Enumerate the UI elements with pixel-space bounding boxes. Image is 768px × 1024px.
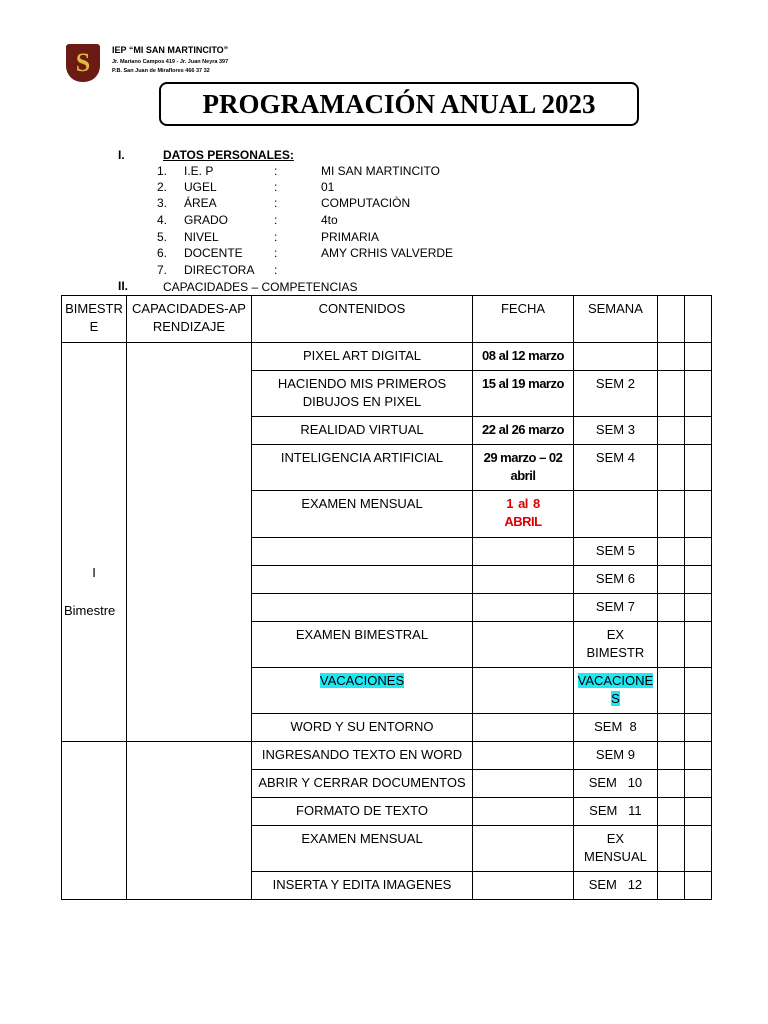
school-address-2: P.B. San Juan de Miraflores 466 37 32 <box>112 68 210 74</box>
semana-cell: EX MENSUAL <box>574 826 658 872</box>
fecha-cell <box>473 594 574 622</box>
fecha-cell <box>473 742 574 770</box>
empty-cell <box>657 742 684 770</box>
empty-cell <box>657 566 684 594</box>
capacidades-cell <box>127 343 252 742</box>
contenido-cell: INTELIGENCIA ARTIFICIAL <box>252 445 473 491</box>
semana-cell: SEM 7 <box>574 594 658 622</box>
item-number: 1. <box>157 164 168 178</box>
semana-cell: SEM 3 <box>574 417 658 445</box>
header-fecha: FECHA <box>473 296 574 343</box>
empty-cell <box>684 296 711 343</box>
page-title: PROGRAMACIÓN ANUAL 2023 <box>202 88 596 119</box>
contenido-cell <box>252 594 473 622</box>
item-number: 7. <box>157 263 168 277</box>
header-bimestre: BIMESTRE <box>62 296 127 343</box>
semana-cell: SEM 5 <box>574 538 658 566</box>
empty-cell <box>657 296 684 343</box>
empty-cell <box>684 566 711 594</box>
empty-cell <box>684 371 711 417</box>
empty-cell <box>657 770 684 798</box>
semana-cell: SEM 4 <box>574 445 658 491</box>
fecha-cell <box>473 826 574 872</box>
personal-data-row <box>0 213 768 229</box>
contenido-cell <box>252 538 473 566</box>
fecha-cell <box>473 770 574 798</box>
fecha-cell: 22 al 26 marzo <box>473 417 574 445</box>
contenido-cell <box>252 668 473 714</box>
empty-cell <box>657 371 684 417</box>
semana-cell: SEM 9 <box>574 742 658 770</box>
item-value: 4to <box>321 213 338 227</box>
item-number: 2. <box>157 180 168 194</box>
semana-cell: SEM 2 <box>574 371 658 417</box>
contenido-cell: INSERTA Y EDITA IMAGENES <box>252 872 473 900</box>
contenido-cell: PIXEL ART DIGITAL <box>252 343 473 371</box>
item-separator: : <box>274 196 278 210</box>
empty-cell <box>657 622 684 668</box>
empty-cell <box>657 668 684 714</box>
fecha-cell: 1 al 8 ABRIL <box>473 491 574 538</box>
contenido-cell <box>252 566 473 594</box>
section-1-heading: DATOS PERSONALES: <box>163 148 294 162</box>
item-label: GRADO <box>184 213 229 227</box>
fecha-cell <box>473 714 574 742</box>
empty-cell <box>657 445 684 491</box>
contenido-cell: REALIDAD VIRTUAL <box>252 417 473 445</box>
empty-cell <box>657 343 684 371</box>
empty-cell <box>684 445 711 491</box>
bimestre-1-cell <box>62 343 127 742</box>
empty-cell <box>684 826 711 872</box>
item-number: 6. <box>157 246 168 260</box>
vacaciones-highlight: VACACIONES <box>577 673 654 706</box>
item-label: NIVEL <box>184 230 219 244</box>
fecha-cell: 08 al 12 marzo <box>473 343 574 371</box>
contenido-cell: HACIENDO MIS PRIMEROS DIBUJOS EN PIXEL <box>252 371 473 417</box>
semana-cell <box>574 668 658 714</box>
table-header-row <box>62 296 712 343</box>
vacaciones-highlight: VACACIONES <box>319 673 405 688</box>
personal-data-row <box>0 246 768 262</box>
bimestre-1-label: Bimestre <box>64 603 116 618</box>
item-separator: : <box>274 180 278 194</box>
logo-letter: S <box>75 48 91 77</box>
item-separator: : <box>274 246 278 260</box>
semana-cell: EX BIMESTR <box>574 622 658 668</box>
contenido-cell: EXAMEN BIMESTRAL <box>252 622 473 668</box>
empty-cell <box>684 491 711 538</box>
empty-cell <box>684 343 711 371</box>
table-row <box>62 343 712 371</box>
contenido-cell: INGRESANDO TEXTO EN WORD <box>252 742 473 770</box>
school-name: IEP “MI SAN MARTINCITO” <box>112 45 229 55</box>
fecha-cell <box>473 538 574 566</box>
empty-cell <box>657 417 684 445</box>
fecha-cell <box>473 622 574 668</box>
semana-cell: SEM 11 <box>574 798 658 826</box>
bimestre-2-cell <box>62 742 127 900</box>
contenido-cell: WORD Y SU ENTORNO <box>252 714 473 742</box>
semana-cell <box>574 343 658 371</box>
item-separator: : <box>274 230 278 244</box>
empty-cell <box>684 417 711 445</box>
header-capacidades: CAPACIDADES-APRENDIZAJE <box>127 296 252 343</box>
empty-cell <box>684 668 711 714</box>
item-value: MI SAN MARTINCITO <box>321 164 440 178</box>
item-label: DIRECTORA <box>184 263 255 277</box>
semana-cell: SEM 6 <box>574 566 658 594</box>
empty-cell <box>684 872 711 900</box>
empty-cell <box>684 798 711 826</box>
item-label: ÁREA <box>184 196 217 210</box>
contenido-cell: EXAMEN MENSUAL <box>252 491 473 538</box>
empty-cell <box>684 714 711 742</box>
item-value: PRIMARIA <box>321 230 380 244</box>
empty-cell <box>657 538 684 566</box>
empty-cell <box>657 594 684 622</box>
section-2-heading: CAPACIDADES – COMPETENCIAS <box>163 280 358 294</box>
header-semana: SEMANA <box>574 296 658 343</box>
schedule-table <box>61 295 712 900</box>
empty-cell <box>684 742 711 770</box>
contenido-cell: ABRIR Y CERRAR DOCUMENTOS <box>252 770 473 798</box>
item-value: 01 <box>321 180 335 194</box>
table-row <box>62 742 712 770</box>
item-value: AMY CRHIS VALVERDE <box>321 246 454 260</box>
semana-cell <box>574 491 658 538</box>
item-separator: : <box>274 164 278 178</box>
item-separator: : <box>274 263 278 277</box>
empty-cell <box>684 770 711 798</box>
empty-cell <box>684 594 711 622</box>
bimestre-1-roman: I <box>92 565 96 580</box>
empty-cell <box>657 826 684 872</box>
fecha-cell: 29 marzo – 02 abril <box>473 445 574 491</box>
item-number: 4. <box>157 213 168 227</box>
item-separator: : <box>274 213 278 227</box>
section-2-numeral: II. <box>118 279 129 293</box>
contenido-cell: EXAMEN MENSUAL <box>252 826 473 872</box>
school-address-1: Jr. Mariano Campos 419 - Jr. Juan Neyra 397 <box>112 59 229 65</box>
item-number: 3. <box>157 196 168 210</box>
item-label: I.E. P <box>184 164 214 178</box>
item-label: UGEL <box>184 180 217 194</box>
header-contenidos: CONTENIDOS <box>252 296 473 343</box>
personal-data-row <box>0 196 768 212</box>
fecha-cell <box>473 798 574 826</box>
empty-cell <box>657 714 684 742</box>
personal-data-row <box>0 263 768 279</box>
empty-cell <box>684 538 711 566</box>
contenido-cell: FORMATO DE TEXTO <box>252 798 473 826</box>
semana-cell: SEM 12 <box>574 872 658 900</box>
fecha-cell <box>473 668 574 714</box>
section-1-numeral: I. <box>118 148 125 162</box>
semana-cell: SEM 10 <box>574 770 658 798</box>
item-label: DOCENTE <box>184 246 243 260</box>
empty-cell <box>657 872 684 900</box>
item-value: COMPUTACIÒN <box>321 196 411 210</box>
empty-cell <box>657 798 684 826</box>
empty-cell <box>657 491 684 538</box>
personal-data-row <box>0 164 768 180</box>
fecha-cell <box>473 872 574 900</box>
item-number: 5. <box>157 230 168 244</box>
empty-cell <box>684 622 711 668</box>
capacidades-cell <box>127 742 252 900</box>
personal-data-row <box>0 230 768 246</box>
semana-cell: SEM 8 <box>574 714 658 742</box>
fecha-cell <box>473 566 574 594</box>
fecha-cell: 15 al 19 marzo <box>473 371 574 417</box>
school-logo <box>66 44 100 82</box>
title-box <box>159 82 639 126</box>
personal-data-row <box>0 180 768 196</box>
